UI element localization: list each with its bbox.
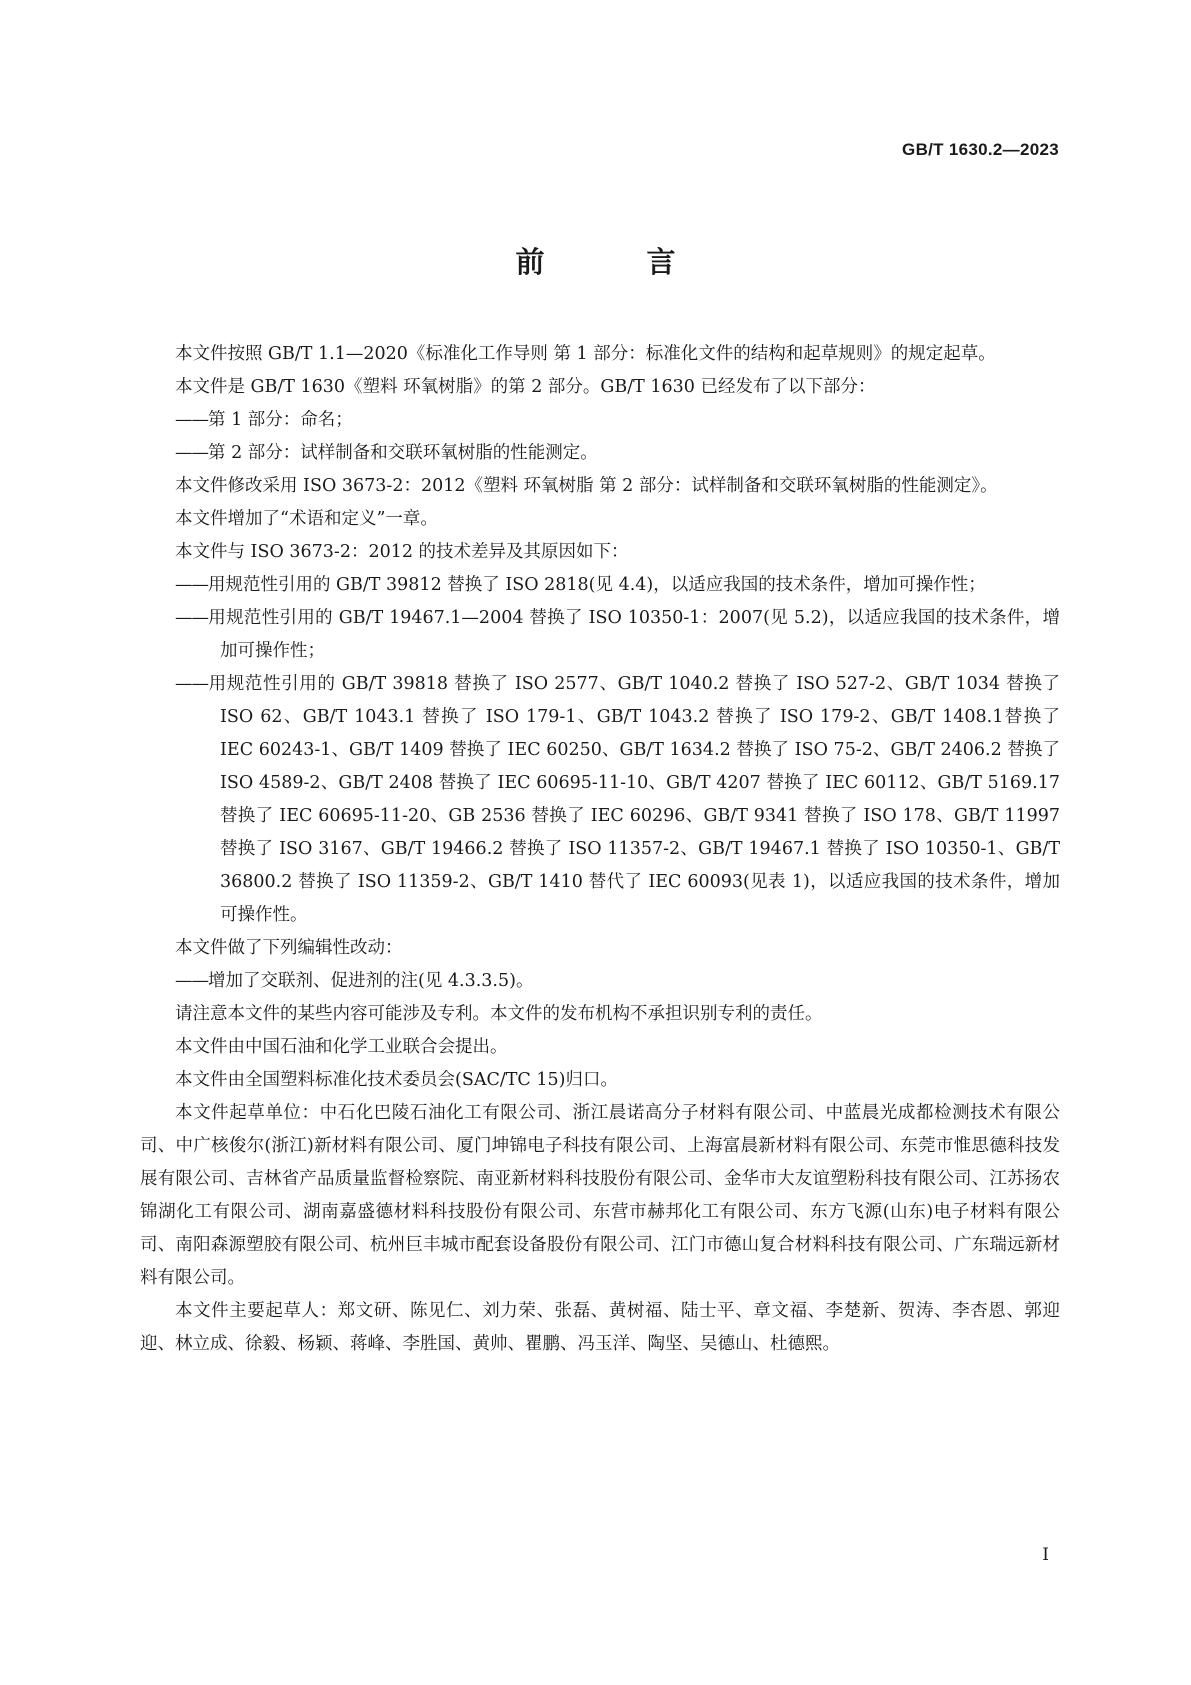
page-title: 前 言	[515, 245, 722, 279]
list-item-text: 第 2 部分：试样制备和交联环氧树脂的性能测定。	[208, 443, 598, 463]
list-item-text: 用规范性引用的 GB/T 39818 替换了 ISO 2577、GB/T 1040.2 替换了 ISO 527-2、GB/T 1034 替换了 ISO 62、GB/T 1043.1 替换了 ISO 179-1、GB/T 1043.2 替换了 ISO 179-2、GB/T 1408.1替换了 IEC 60243-1、GB/T 1409 替换了 IEC 60250、GB/T 1634.2 替换了 ISO 75-2、GB/T 2406.2 替换了ISO 4589-2、GB/T 2408 替换了 IEC 60695-11-10、GB/T 4207 替换了 IEC 60112、GB/T 5169.17替换了 IEC 60695-11-20、GB 2536 替换了 IEC 60296、GB/T 9341 替换了 ISO 178、GB/T 11997 替换了 ISO 3167、GB/T 19466.2 替换了 ISO 11357-2、GB/T 19467.1 替换了 ISO 10350-1、GB/T 36800.2 替换了 ISO 11359-2、GB/T 1410 替代了 IEC 60093(见表 1)，以适应我国的技术条件，增加可操作性。	[208, 674, 1060, 925]
paragraph: 本文件主要起草人：郑文研、陈见仁、刘力荣、张磊、黄树福、陆士平、章文福、李楚新、贺涛、李杏恩、郭迎迎、林立成、徐毅、杨颖、蒋峰、李胜国、黄帅、瞿鹏、冯玉洋、陶坚、吴德山、杜德熙。	[140, 1301, 1060, 1354]
list-item-text: 用规范性引用的 GB/T 39812 替换了 ISO 2818(见 4.4)，以适应我国的技术条件，增加可操作性；	[208, 575, 986, 595]
list-item	[140, 569, 1060, 602]
list-item-text: 用规范性引用的 GB/T 19467.1—2004 替换了 ISO 10350-1：2007(见 5.2)，以适应我国的技术条件，增加可操作性；	[208, 608, 1060, 661]
document-body	[140, 338, 1060, 1361]
paragraph: 本文件做了下列编辑性改动：	[175, 938, 403, 958]
list-dash: ——	[175, 410, 208, 430]
paragraph: 本文件由全国塑料标准化技术委员会(SAC/TC 15)归口。	[175, 1070, 618, 1090]
paragraph: 本文件起草单位：中石化巴陵石油化工有限公司、浙江晨诺高分子材料有限公司、中蓝晨光成都检测技术有限公司、中广核俊尔(浙江)新材料有限公司、厦门坤锦电子科技有限公司、上海富晨新材料有限公司、东莞市惟思德科技发展有限公司、吉林省产品质量监督检察院、南亚新材料科技股份有限公司、金华市大友谊塑粉科技有限公司、江苏扬农锦湖化工有限公司、湖南嘉盛德材料科技股份有限公司、东营市赫邦化工有限公司、东方飞源(山东)电子材料有限公司、南阳森源塑胶有限公司、杭州巨丰城市配套设备股份有限公司、江门市德山复合材料科技有限公司、广东瑞远新材料有限公司。	[140, 1103, 1060, 1288]
paragraph: 请注意本文件的某些内容可能涉及专利。本文件的发布机构不承担识别专利的责任。	[175, 1004, 823, 1024]
list-dash: ——	[175, 608, 208, 628]
list-item	[140, 437, 1060, 470]
paragraph: 本文件由中国石油和化学工业联合会提出。	[175, 1037, 508, 1057]
standard-number: GB/T 1630.2—2023	[902, 140, 1059, 159]
list-dash: ——	[175, 575, 208, 595]
list-item-text: 增加了交联剂、促进剂的注(见 4.3.3.5)。	[208, 971, 534, 991]
list-item	[140, 965, 1060, 998]
paragraph: 本文件按照 GB/T 1.1—2020《标准化工作导则 第 1 部分：标准化文件的结构和起草规则》的规定起草。	[175, 344, 996, 364]
paragraph: 本文件修改采用 ISO 3673-2：2012《塑料 环氧树脂 第 2 部分：试样制备和交联环氧树脂的性能测定》。	[175, 476, 998, 496]
list-dash: ——	[175, 443, 208, 463]
list-item-text: 第 1 部分：命名；	[208, 410, 353, 430]
list-dash: ——	[175, 674, 208, 694]
list-dash: ——	[175, 971, 208, 991]
paragraph: 本文件是 GB/T 1630《塑料 环氧树脂》的第 2 部分。GB/T 1630 已经发布了以下部分：	[175, 377, 876, 397]
paragraph: 本文件增加了“术语和定义”一章。	[175, 509, 438, 529]
list-item	[140, 668, 1060, 932]
list-item	[140, 404, 1060, 437]
paragraph: 本文件与 ISO 3673-2：2012 的技术差异及其原因如下：	[175, 542, 629, 562]
list-item	[140, 602, 1060, 668]
page-number: I	[1042, 1545, 1049, 1565]
